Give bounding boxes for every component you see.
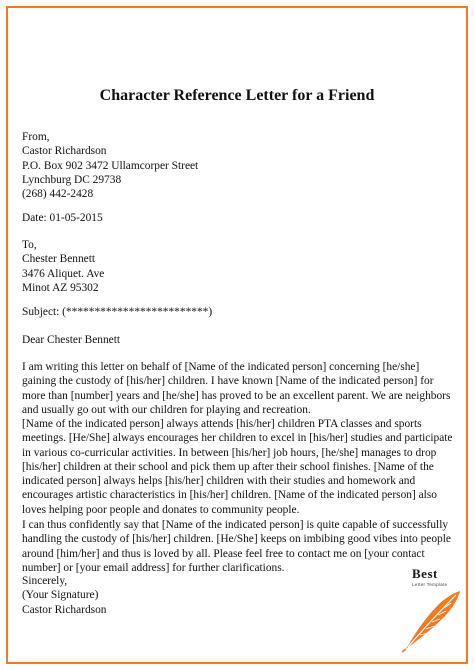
letter-date: Date: 01-05-2015	[22, 212, 103, 224]
feather-quill-icon	[400, 589, 462, 653]
logo-name: Best	[412, 566, 438, 581]
sender-address: From, Castor Richardson P.O. Box 902 3472 Ullamcorper Street Lynchburg DC 29738 (268) 442-2428	[22, 131, 199, 201]
subject-line: Subject: (*************************)	[22, 306, 213, 318]
body-paragraph: I am writing this letter on behalf of [Name of the indicated person] concerning [he/she] gaining the custody of [his/her] children. I have known [Name of the indicated person] for more than [number] years and [he/she] has proved to be an excellent parent. We are neighbors and usually go out with our children for playing and recreation.	[22, 361, 451, 416]
recipient-address: To, Chester Bennett 3476 Aliquet. Ave Minot AZ 95302	[22, 239, 105, 294]
logo-tagline: Letter Template	[412, 582, 448, 587]
body-paragraph: I can thus confidently say that [Name of the indicated person] is quite capable of successfully handling the custody of [his/her] children. [He/She] keeps on imbibing good vibes into people around [him/her] and thus is loved by all. Please feel free to contact me on [your contact number] or [your email address] for further clarifications.	[22, 519, 451, 574]
best-letter-template-logo	[400, 567, 466, 657]
body-paragraph: [Name of the indicated person] always attends [his/her] children PTA classes and sports meetings. [He/She] always encourages her children to excel in [his/her] studies and participate in various co-curricular activities. In between [his/her] job hours, [he/she] manages to drop [his/her] children at their school and pick them up after their school finishes. [Name of the indicated person] always helps [his/her] children with their studies and homework and encourages artistic characteristics in [his/her] children. [Name of the indicated person] also loves helping poor people and donates to community people.	[22, 418, 453, 516]
salutation: Dear Chester Bennett	[22, 334, 121, 346]
document-title: Character Reference Letter for a Friend	[99, 87, 375, 104]
closing-signature: Sincerely, (Your Signature) Castor Richardson	[22, 575, 107, 616]
